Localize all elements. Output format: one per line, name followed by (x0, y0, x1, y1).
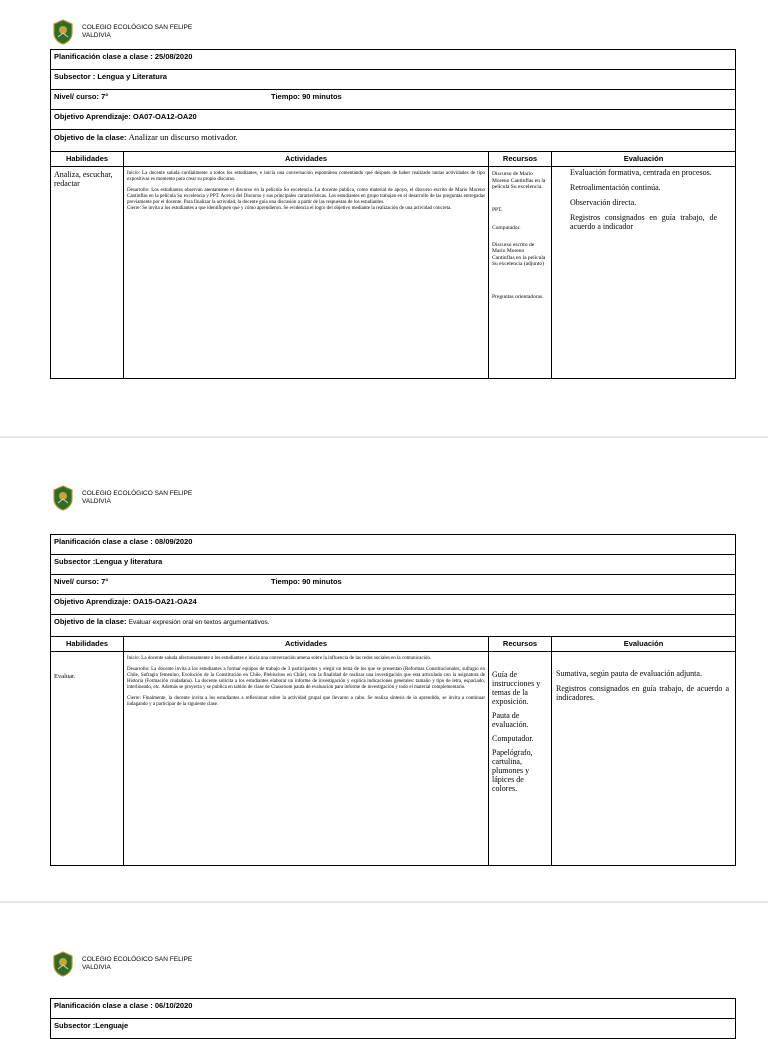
evaluacion-item: Evaluación formativa, centrada en procesos. (570, 168, 712, 177)
evaluacion-item: Retroalimentación continúa. (570, 183, 661, 192)
school-name: COLEGIO ECOLÓGICO SAN FELIPE (82, 490, 193, 497)
recursos-cell (489, 652, 552, 866)
actividad-desarrollo: Desarrollo: Los estudiantes observan atentamente el discurso en la película Su excelencia. La docente publica, como material de apoyo, el discurso escrito de Mario Moreno Cantinflas en la película Su excelencia y PPT. Acerca del Discurso y sus principales características. Los estudiantes en grupo trabajan en el desarrollo de las preguntas entregadas previamente por el docente. Para finalizar la actividad, la docente guía una discusión a partir de las respuestas de los estudiantes. (127, 188, 485, 205)
recurso-item: Computador. (492, 225, 521, 231)
plan-class-objective-label: Objetivo de la clase: (54, 617, 127, 626)
plan-table (50, 534, 736, 866)
school-logo-icon (52, 19, 74, 45)
recurso-item: Preguntas orientadoras. (492, 293, 544, 300)
plan-level: Nivel/ curso: 7° (54, 577, 109, 586)
actividad-desarrollo: Desarrollo: La docente invita a los estudiantes a formar equipos de trabajo de 3 participantes y elegir un tema de los que se presentan (Reformas Constitucionales, sufragio en Chile, Sufragio femenino, Evolución de la Constitución en Chile, Plebiscitos en Chile), con la finalidad de realizar una investigación que esta articulada con la asignatura de Historia (Formación ciudadana). La docente solicita a los estudiantes elaborar un informe de investigación y explica indicaciones generales: tamaño y tipo de letra, espaciado, interlineado, etc. Además se proyecta y se publica en tablón de clase de Classroom pauta de evaluación para informe de investigación y todo el material complementario. (127, 667, 485, 690)
page-separator (0, 901, 768, 903)
habilidades-cell: Analiza, escuchar, redactar (51, 167, 124, 379)
school-logo-icon (52, 951, 74, 977)
evaluacion-cell (552, 652, 736, 866)
recurso-item: Guía de instrucciones y temas de la exposición. (492, 670, 541, 706)
recurso-item: PPT. (492, 206, 503, 213)
col-evaluacion: Evaluación (552, 152, 736, 167)
plan-subsector: Subsector :Lenguaje (54, 1021, 129, 1030)
plan-level: Nivel/ curso: 7° (54, 92, 109, 101)
habilidades-cell: Evaluar. (51, 652, 124, 866)
evaluacion-item: Registros consignados en guía trabajo, de acuerdo a indicadores. (556, 684, 729, 702)
evaluacion-item: Observación directa. (570, 198, 637, 207)
actividades-cell (124, 652, 489, 866)
school-header (52, 482, 192, 514)
plan-class-objective: Evaluar expresión oral en textos argumentativos. (128, 619, 270, 626)
plan-time: Tiempo: 90 minutos (271, 92, 342, 101)
actividad-inicio: Inicio: La docente saluda cordialmente a todos los estudiantes, e inicia una conversación espontánea comentando qué después de haber realizado tantas actividades de tipo expositivas es momento para crear su propio discurso. (127, 171, 485, 182)
school-city: VALDIVIA (82, 498, 111, 505)
plan-date: Planificación clase a clase : 06/10/2020 (54, 1001, 193, 1010)
plan-time: Tiempo: 90 minutos (271, 577, 342, 586)
actividad-cierre: Cierre: Finalmente, la docente invita a los estudiantes a reflexionar sobre la actividad grupal que llevaron a cabo. Se realiza síntesis de lo aprendido, se invita a continuar indagando y a participar de la siguiente clase. (127, 696, 485, 707)
plan-subsector: Subsector :Lengua y literatura (54, 557, 163, 566)
col-habilidades: Habilidades (51, 152, 124, 167)
col-recursos: Recursos (489, 637, 552, 652)
evaluacion-item: Sumativa, según pauta de evaluación adjunta. (556, 669, 702, 678)
col-actividades: Actividades (124, 637, 489, 652)
plan-learning-objective: Objetivo Aprendizaje: OA07-OA12-OA20 (54, 112, 197, 121)
plan-date: Planificación clase a clase : 08/09/2020 (54, 537, 193, 546)
evaluacion-item: Registros consignados en guía trabajo, de acuerdo a indicador (570, 213, 717, 231)
plan-subsector: Subsector : Lengua y Literatura (54, 72, 167, 81)
recurso-item: Computador. (492, 734, 534, 743)
col-recursos: Recursos (489, 152, 552, 167)
school-city: VALDIVIA (82, 964, 111, 971)
school-logo-icon (52, 485, 74, 511)
plan-table (50, 49, 736, 379)
school-name: COLEGIO ECOLÓGICO SAN FELIPE (82, 956, 193, 963)
plan-learning-objective: Objetivo Aprendizaje: OA15-OA21-OA24 (54, 597, 197, 606)
school-name: COLEGIO ECOLÓGICO SAN FELIPE (82, 24, 193, 31)
school-city: VALDIVIA (82, 32, 111, 39)
page-separator (0, 436, 768, 438)
plan-date: Planificación clase a clase : 25/08/2020 (54, 52, 193, 61)
plan-class-objective: Analizar un discurso motivador. (128, 132, 238, 142)
actividades-cell (124, 167, 489, 379)
col-actividades: Actividades (124, 152, 489, 167)
recurso-item: Papelógrafo, cartulina, plumones y lápices de colores. (492, 748, 533, 793)
school-header (52, 16, 192, 48)
col-evaluacion: Evaluación (552, 637, 736, 652)
recurso-item: Discurso de Mario Moreno Cantinflas en la película Su excelencia. (492, 171, 546, 190)
recursos-cell (489, 167, 552, 379)
school-header (52, 948, 192, 980)
recurso-item: Pauta de evaluación. (492, 711, 529, 729)
evaluacion-cell (552, 167, 736, 379)
plan-table (50, 998, 736, 1039)
plan-class-objective-label: Objetivo de la clase: (54, 133, 127, 142)
actividad-cierre: Cierre: Se invita a los estudiantes a que identifiquen qué y cómo aprendieron. Se evidencia el logro del objetivo mediante la realización de una actividad concreta. (127, 206, 452, 211)
actividad-inicio: Inicio: La docente saluda afectuosamente a los estudiantes e inicia una conversación amena sobre la influencia de las redes sociales en la comunicación. (127, 656, 432, 661)
recurso-item: Discurso escrito de Mario Moreno Cantinflas en la película Su excelencia (adjunto) (492, 241, 546, 267)
col-habilidades: Habilidades (51, 637, 124, 652)
